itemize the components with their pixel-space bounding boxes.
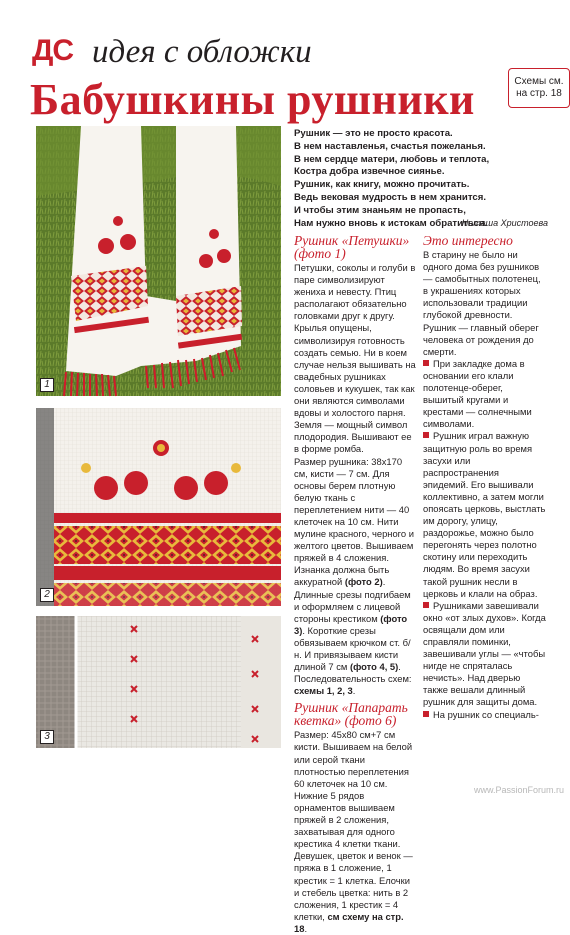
poem-line: Рушник, как книгу, можно прочитать. xyxy=(294,179,470,191)
photo-3 xyxy=(36,616,281,748)
watermark-url: www.PassionForum.ru xyxy=(473,785,564,795)
bullet-square-icon xyxy=(423,432,429,438)
photo-2 xyxy=(36,408,281,606)
photo-2-image xyxy=(36,408,281,606)
paragraph: В старину не было ни одного дома без рушников — самобытных полотенец, в украшениях которых использовали традиции глубокой древности. Рушник — главный оберег человека от рождения до смерти. xyxy=(423,249,541,357)
text-run: . Последовательность схем: xyxy=(294,661,412,685)
text-run: Рушниками завешивали окно «от злых духов». Когда освящали дом или справляли поминки, завешивали углы — «чтобы нигде не спряталась нечисть». Над дверью также вешали длинный рушник для защиты дома. xyxy=(423,599,546,708)
poem-line: В нем сердце матери, любовь и теплота, xyxy=(294,153,490,165)
text-run: . Длинные срезы подгибаем и оформляем с лицевой стороны крестиком xyxy=(294,576,411,624)
photo-1-number: 1 xyxy=(40,378,54,392)
photo-3-image xyxy=(36,616,281,748)
scheme-ref: схемы 1, 2, 3 xyxy=(294,685,353,697)
bullet-paragraph xyxy=(423,358,546,431)
magazine-logo: ДС xyxy=(32,34,74,67)
poem-line: И чтобы этим знаньям не пропасть, xyxy=(294,204,466,216)
poem-line: Рушник — это не просто красота. xyxy=(294,128,453,139)
bullet-square-icon xyxy=(423,711,429,717)
photo-3-number: 3 xyxy=(40,730,54,744)
section-heading-paparat: Рушник «Папарать кветка» (фото 6) xyxy=(294,700,408,729)
text-run: Размер рушника: 38х170 см, кисти — 7 см. Для основы берем плотную белую ткань с переплетением нити — 40 клеточек на 10 см. Нити мулине красного, черного и желтого цветов. Вышиваем пряжей в 4 сложения. Изнанка должна быть аккуратной xyxy=(294,455,414,588)
text-run: . Короткие срезы обвязываем крючком ст. б/н. И привязываем кисти длиной 7 см xyxy=(294,624,411,673)
section-heading-interesting: Это интересно xyxy=(423,233,513,248)
bullet-paragraph xyxy=(423,600,546,709)
badge-line-1: Схемы см. xyxy=(514,76,564,87)
text-run: Рушник играл важную защитную роль во время засухи или распространения эпидемий. Его вышивали коллективно, а затем могли опоясать церковь, выстлать им дорогу, улицу, раздорожье, можно было перегонять через полотно скотину или переходить людям. Во время засухи такой рушник несли в церковь и клали на образ. xyxy=(423,430,546,599)
text-run: . xyxy=(304,922,308,934)
paragraph xyxy=(294,729,417,935)
text-run: При закладке дома в основании его клали полотенце-оберег, вышитый кругами и крестами — солнечными символами. xyxy=(423,357,532,430)
page-title: Бабушкины рушники xyxy=(30,75,475,124)
badge-line-2: на стр. 18 xyxy=(516,88,562,99)
bullet-square-icon xyxy=(423,602,429,608)
paragraph xyxy=(294,456,417,698)
text-run: Размер: 45х80 см+7 см кисти. Вышиваем на белой или серой ткани плотностью переплетения 60 клеточек на 10 см. Нижние 5 рядов орнаментов вышиваем пряжей в 2 сложения, захватывая для одного крестика 4 клетки ткани. Девушек, цветок и венок — пряжа в 1 сложение, 1 крестик = 1 клетка. Елочки и стебель цветка: нить в 2 сложения, 1 крестик = 4 клетки, xyxy=(294,729,413,922)
text-run: На рушник со специаль- xyxy=(433,708,539,720)
photo-ref: (фото 3) xyxy=(294,612,408,636)
article-column-1 xyxy=(294,234,417,935)
bullet-paragraph xyxy=(423,430,546,599)
section-heading-petushki: Рушник «Петушки» (фото 1) xyxy=(294,233,410,261)
bullet-square-icon xyxy=(423,360,429,366)
bullet-paragraph xyxy=(423,709,546,721)
photo-ref: (фото 2) xyxy=(344,576,383,588)
photo-1 xyxy=(36,126,281,396)
poem-line: Ведь вековая мудрость в нем хранится. xyxy=(294,191,487,203)
poem-author: Наташа Христоева xyxy=(461,218,548,228)
photo-ref: (фото 4, 5) xyxy=(349,661,399,673)
photo-1-image xyxy=(36,126,281,396)
poem-line: Нам нужно вновь к истокам обратиться. xyxy=(294,217,488,229)
section-kicker: идея с обложки xyxy=(92,34,312,70)
text-run: . xyxy=(352,685,356,697)
poem xyxy=(294,128,544,230)
paragraph: Земля — мощный символ плодородия. Вышивают ее в форме ромба. xyxy=(294,419,412,455)
schemes-badge xyxy=(508,68,570,108)
photo-2-number: 2 xyxy=(40,588,54,602)
article-column-2 xyxy=(423,234,546,721)
header xyxy=(30,34,564,124)
poem-line: Костра добра извечное сиянье. xyxy=(294,166,445,178)
paragraph: Петушки, соколы и голуби в паре символизируют жениха и невесту. Птиц располагают обязательно головками друг к другу. Крылья опущены, символизируя готовность создать семью. Ни в коем случае нельзя вышивать на свадебных рушниках соловьев и кукушек, так как они являются символами вдовы и холостого парня. xyxy=(294,262,416,419)
poem-line: В нем наставленья, счастья пожеланья. xyxy=(294,140,486,152)
scheme-ref: см схему на стр. 18 xyxy=(294,910,404,934)
